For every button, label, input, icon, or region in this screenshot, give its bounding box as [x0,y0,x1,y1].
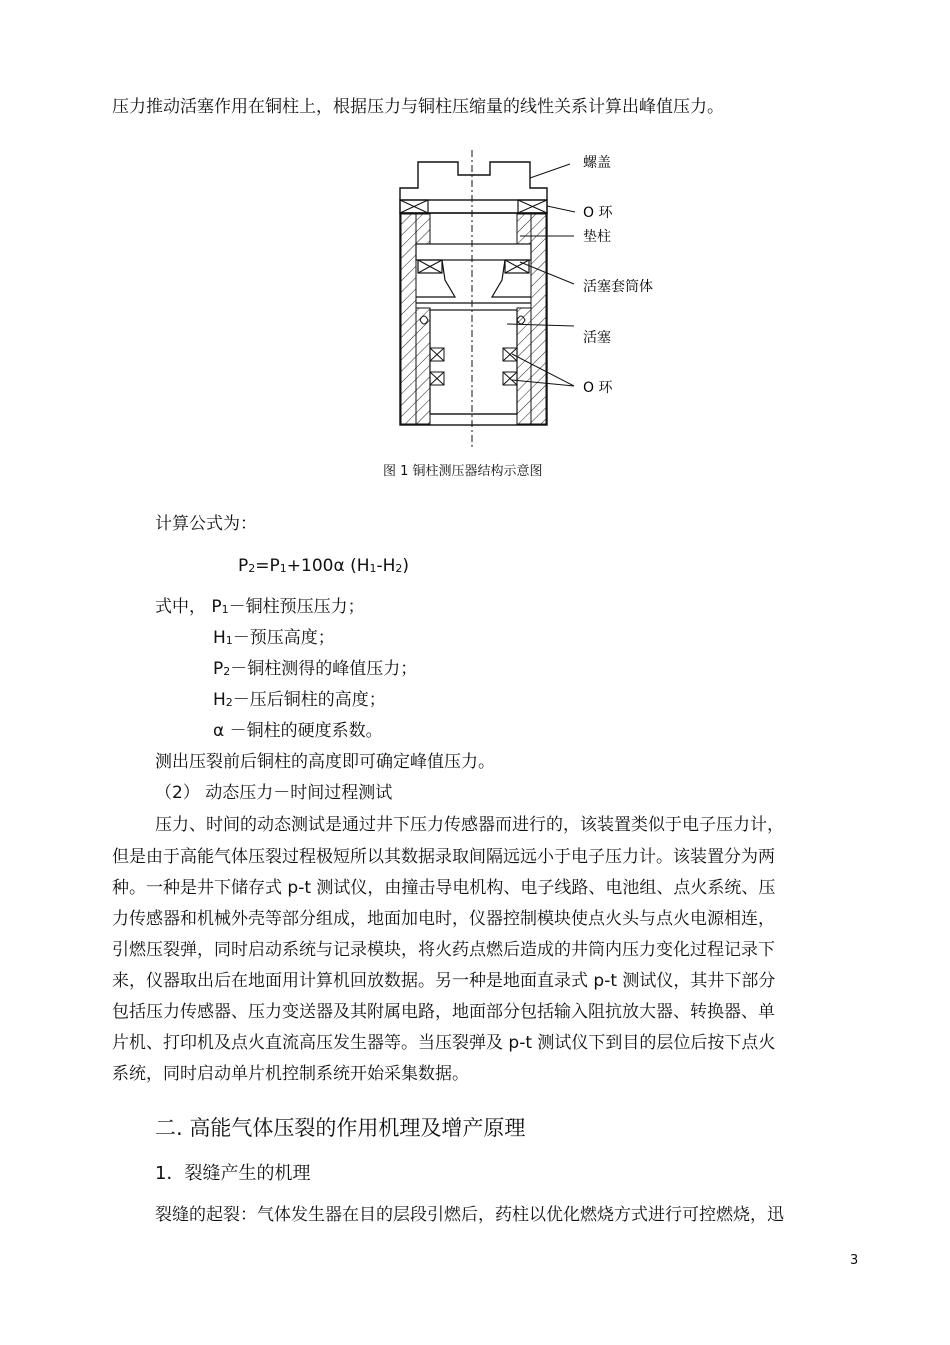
label-o-ring-bottom: O 环 [583,380,613,396]
definition-alpha: α －铜柱的硬度系数。 [213,721,383,741]
paragraph-line: 力传感器和机械外壳等部分组成，地面加电时，仪器控制模块使点火头与点火电源相连， [112,909,775,929]
formula-p: P [238,556,249,576]
screw-cap [400,162,547,200]
subheading: 1．裂缝产生的机理 [155,1163,311,1184]
formula-intro: 计算公式为： [155,514,257,534]
pad-column [416,244,531,260]
conclusion-line: 测出压裂前后铜柱的高度即可确定峰值压力。 [155,752,495,772]
definitions-lead: 式中， [155,597,206,617]
def-sub: 2 [223,665,231,678]
def-symbol: P [211,597,222,617]
formula-part: ) [402,556,410,576]
label-piston-sleeve: 活塞套筒体 [583,279,653,295]
paragraph-line: 系统，同时启动单片机控制系统开始采集数据。 [112,1064,469,1084]
formula-sub: 2 [248,562,256,575]
label-screw-cap: 螺盖 [583,155,611,171]
def-text: －铜柱测得的峰值压力； [230,659,418,679]
def-text: －预压高度； [232,628,335,648]
def-symbol: P [213,659,224,679]
def-symbol: H [213,690,226,710]
intro-line: 压力推动活塞作用在铜柱上，根据压力与铜柱压缩量的线性关系计算出峰值压力。 [112,97,724,117]
middle-seals [418,260,529,273]
definition-p2 [213,658,417,680]
formula [238,555,409,577]
definition-h1 [213,627,335,649]
top-o-ring-seals [400,200,547,213]
formula-sub: 1 [369,562,377,575]
paragraph-line: 种。一种是井下储存式 p-t 测试仪，由撞击导电机构、电子线路、电池组、点火系统、压 [112,878,776,898]
formula-sub: 1 [279,562,287,575]
def-symbol: H [213,628,226,648]
formula-part: +100α (H [286,556,370,576]
definition-p1 [155,596,365,618]
paragraph-line: 片机、打印机及点火直流高压发生器等。当压裂弹及 p-t 测试仪下到目的层位后按下点火 [112,1033,776,1053]
paragraph-line: 引燃压裂弹，同时启动系统与记录模块，将火药点燃后造成的井筒内压力变化过程记录下 [112,940,775,960]
paragraph-line: 包括压力传感器、压力变送器及其附属电路，地面部分包括输入阻抗放大器、转换器、单 [112,1002,775,1022]
def-text: －铜柱预压压力； [228,597,365,617]
label-o-ring-top: O 环 [583,205,613,221]
figure-caption: 图 1 铜柱测压器结构示意图 [383,464,543,479]
label-piston: 活塞 [583,330,611,346]
section-heading: 二. 高能气体压裂的作用机理及增产原理 [155,1116,526,1140]
formula-sub: 2 [395,562,403,575]
formula-part: =P [255,556,280,576]
subsection-title: （2） 动态压力－时间过程测试 [155,783,393,803]
paragraph-line: 来，仪器取出后在地面用计算机回放数据。另一种是地面直录式 p-t 测试仪，其井下部分 [112,971,776,991]
formula-part: -H [376,556,396,576]
label-pad-column: 垫柱 [583,229,611,245]
def-sub: 1 [221,603,229,616]
def-sub: 1 [225,634,233,647]
paragraph-line: 压力、时间的动态测试是通过井下压力传感器而进行的，该装置类似于电子压力计， [155,815,784,835]
taper-cone [416,260,531,303]
last-line: 裂缝的起裂：气体发生器在目的层段引燃后，药柱以优化燃烧方式进行可控燃烧，迅 [155,1205,784,1225]
copper-column-gauge-diagram [0,150,950,450]
piston-o-rings [430,348,517,385]
def-text: －压后铜柱的高度； [232,690,386,710]
paragraph-line: 但是由于高能气体压裂过程极短所以其数据录取间隔远远小于电子压力计。该装置分为两 [112,847,775,867]
page-number: 3 [850,1253,859,1268]
def-sub: 2 [225,696,233,709]
definition-h2 [213,689,386,711]
